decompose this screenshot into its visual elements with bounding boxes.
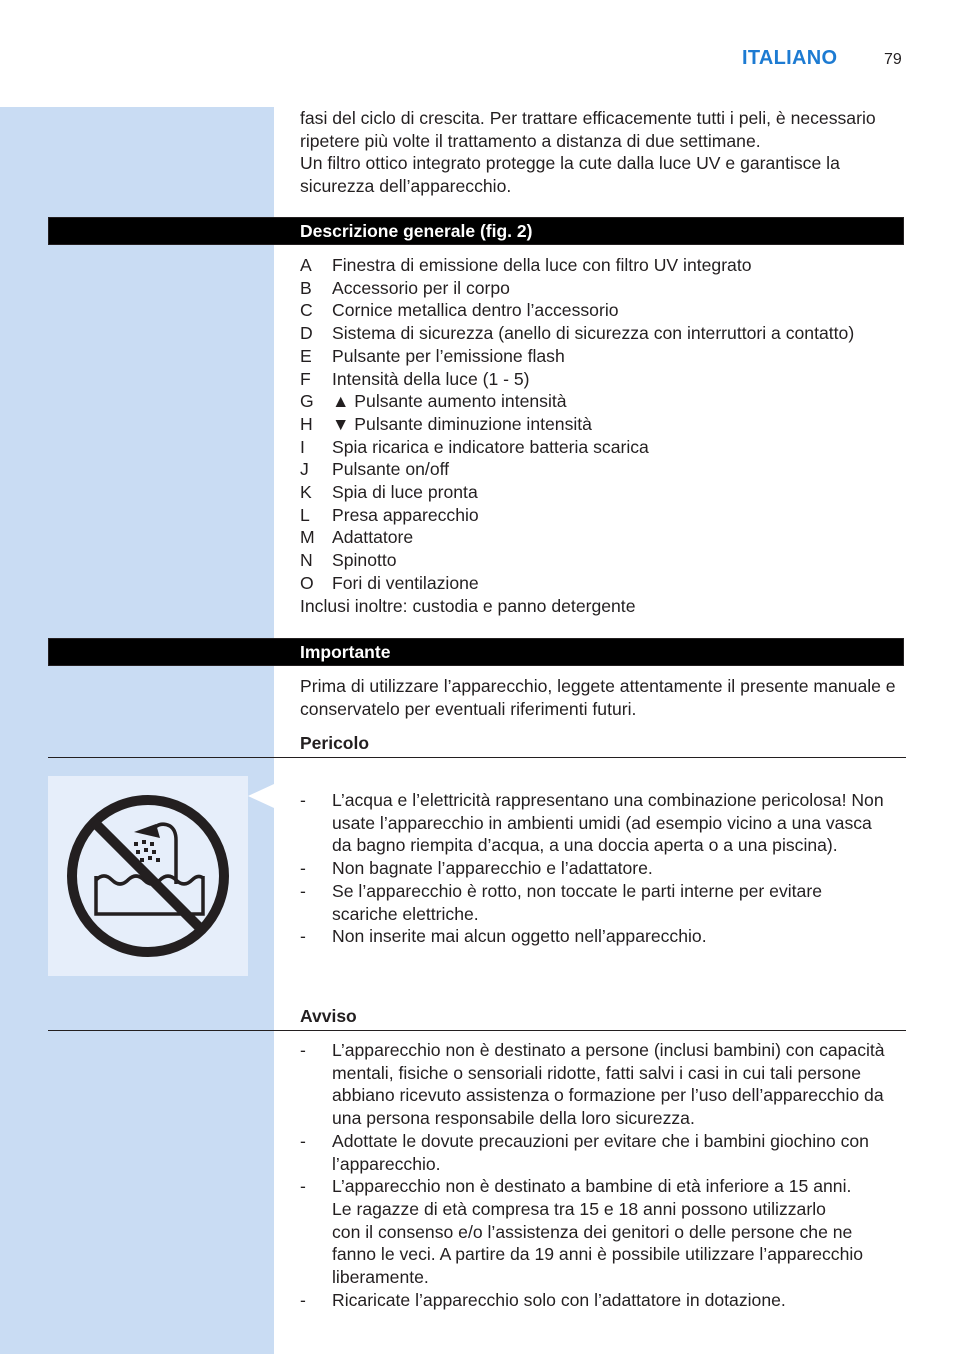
list-item (300, 481, 910, 504)
item-text: Finestra di emissione della luce con filtro UV integrato (332, 255, 752, 275)
list-item (300, 458, 910, 481)
list-item (300, 572, 910, 595)
list-item: - L’acqua e l’elettricità rappresentano una combinazione pericolosa! Non usate l’apparecchio in ambienti umidi (ad esempio vicino a una vasca da bagno riempita d’acqua, a una doccia aperta o a una piscina). (300, 790, 884, 856)
item-key: N (300, 550, 313, 571)
item-text: Adattatore (332, 527, 414, 548)
list-item: - Se l’apparecchio è rotto, non toccate le parti interne per evitare scariche elettriche. (300, 880, 822, 924)
item-key: E (300, 345, 312, 366)
included-items: Inclusi inoltre: custodia e panno detergente (300, 595, 636, 616)
item-text (332, 1175, 863, 1289)
danger-rule (48, 757, 906, 758)
item-text: Spinotto (332, 550, 397, 571)
list-item (300, 368, 910, 391)
page-number: 79 (884, 51, 902, 68)
text-line: Ricaricate l’apparecchio solo con l’adattatore in dotazione. (332, 1289, 786, 1310)
list-item (300, 526, 910, 549)
item-text: ▼ Pulsante diminuzione intensità (332, 413, 592, 434)
list-item (300, 345, 910, 368)
item-text: Pulsante per l’emissione flash (332, 345, 565, 366)
list-item (300, 504, 910, 527)
item-text (332, 857, 653, 880)
section-title: Importante (300, 642, 391, 662)
list-item (300, 390, 910, 413)
intro-line: conservatelo per eventuali riferimenti futuri. (300, 698, 637, 719)
important-intro (300, 675, 910, 720)
text-line: Se l’apparecchio è rotto, non toccate le parti interne per evitare (332, 880, 822, 901)
text-line: con il consenso e/o l’assistenza dei genitori o delle persone che ne (332, 1221, 853, 1242)
item-text: Sistema di sicurezza (anello di sicurezza con interruttori a contatto) (332, 323, 855, 344)
warning-heading: Avviso (300, 1006, 357, 1026)
item-key: F (300, 368, 311, 389)
item-key: H (300, 413, 313, 434)
text-line: Non inserite mai alcun oggetto nell’apparecchio. (332, 926, 707, 947)
text-line: scariche elettriche. (332, 903, 479, 924)
section-title: Descrizione generale (fig. 2) (300, 221, 533, 241)
item-key: D (300, 323, 313, 344)
intro-line: fasi del ciclo di crescita. Per trattare efficacemente tutti i peli, è necessario (300, 108, 876, 128)
text-line: l’apparecchio. (332, 1153, 441, 1174)
list-item (300, 299, 910, 322)
item-text (332, 1289, 786, 1312)
intro-line: Un filtro ottico integrato protegge la cute dalla luce UV e garantisce la (300, 153, 840, 174)
list-item: - Ricaricate l’apparecchio solo con l’adattatore in dotazione. (300, 1289, 786, 1310)
warning-rule (48, 1030, 906, 1031)
item-key: G (300, 391, 314, 412)
list-item (300, 254, 910, 277)
item-text: Intensità della luce (1 - 5) (332, 368, 530, 389)
item-key: A (300, 255, 312, 275)
text-line: Le ragazze di età compresa tra 15 e 18 anni possono utilizzarlo (332, 1198, 826, 1219)
item-key: L (300, 504, 310, 525)
item-key: K (300, 482, 312, 503)
list-item: - L’apparecchio non è destinato a persone (inclusi bambini) con capacità mentali, fisiche o sensoriali ridotte, fatti salvi i casi in cui tali persone abbiano ricevuto assistenza o formazione per l’uso dell’apparecchio da una persona responsabile della loro sicurezza. (300, 1040, 885, 1129)
item-text (332, 925, 707, 948)
language-label: ITALIANO (742, 47, 838, 69)
intro-line: Prima di utilizzare l’apparecchio, leggete attentamente il presente manuale e (300, 676, 896, 696)
list-item: - Non inserite mai alcun oggetto nell’apparecchio. (300, 926, 707, 947)
text-line: L’apparecchio non è destinato a persone (inclusi bambini) con capacità (332, 1040, 885, 1060)
item-text: Cornice metallica dentro l’accessorio (332, 300, 619, 321)
intro-line: sicurezza dell’apparecchio. (300, 176, 512, 197)
item-text: Spia di luce pronta (332, 482, 478, 503)
no-water-icon (48, 776, 248, 976)
text-line: una persona responsabile della loro sicurezza. (332, 1108, 695, 1129)
danger-list (300, 789, 910, 948)
item-key: I (300, 436, 305, 457)
section-bar-overview (48, 217, 904, 245)
item-key: J (300, 459, 309, 480)
item-text: Presa apparecchio (332, 504, 479, 525)
warning-list (300, 1039, 910, 1311)
item-text (332, 880, 822, 925)
text-line: usate l’apparecchio in ambienti umidi (ad esempio vicino a una vasca (332, 812, 872, 833)
list-item (300, 549, 910, 572)
pictogram-box (48, 776, 248, 976)
list-item: - Non bagnate l’apparecchio e l’adattatore. (300, 858, 653, 879)
item-key: B (300, 277, 312, 298)
item-key: C (300, 300, 313, 321)
text-line: abbiano ricevuto assistenza o formazione per l’uso dell’apparecchio da (332, 1085, 884, 1106)
item-text: Spia ricarica e indicatore batteria scarica (332, 436, 649, 457)
danger-heading: Pericolo (300, 733, 370, 753)
list-item (300, 277, 910, 300)
item-text: Accessorio per il corpo (332, 277, 510, 298)
item-text (332, 1039, 885, 1130)
text-line: da bagno riempita d’acqua, a una doccia aperta o a una piscina). (332, 835, 838, 856)
text-line: Adottate le dovute precauzioni per evitare che i bambini giochino con (332, 1130, 869, 1151)
callout-pointer (248, 784, 274, 808)
item-text (332, 789, 884, 857)
text-line: liberamente. (332, 1267, 429, 1288)
list-item (300, 436, 910, 459)
item-text: Pulsante on/off (332, 459, 450, 480)
text-line: mentali, fisiche o sensoriali ridotte, fatti salvi i casi in cui tali persone (332, 1062, 862, 1083)
sidebar-band (0, 107, 274, 1354)
item-text: ▲ Pulsante aumento intensità (332, 391, 567, 412)
item-key: O (300, 572, 314, 593)
item-text: Fori di ventilazione (332, 572, 479, 593)
list-item: - L’apparecchio non è destinato a bambine di età inferiore a 15 anni. Le ragazze di età compresa tra 15 e 18 anni possono utilizzarlo con il consenso e/o l’assistenza dei genitori o delle persone che ne fanno le veci. A partire da 19 anni è possibile utilizzare l’apparecchio liberamente. (300, 1176, 864, 1288)
text-line: fanno le veci. A partire da 19 anni è possibile utilizzare l’apparecchio (332, 1244, 864, 1265)
parts-list (300, 254, 910, 617)
section-bar-important (48, 638, 904, 666)
list-item (300, 322, 910, 345)
list-item (300, 413, 910, 436)
text-line: L’apparecchio non è destinato a bambine di età inferiore a 15 anni. (332, 1176, 852, 1197)
intro-line: ripetere più volte il trattamento a distanza di due settimane. (300, 130, 761, 151)
text-line: Non bagnate l’apparecchio e l’adattatore. (332, 858, 653, 879)
item-key: M (300, 527, 315, 548)
intro-paragraph (300, 107, 910, 198)
list-item: - Adottate le dovute precauzioni per evitare che i bambini giochino con l’apparecchio. (300, 1130, 869, 1174)
text-line: L’acqua e l’elettricità rappresentano una combinazione pericolosa! Non (332, 790, 884, 810)
item-text (332, 1130, 869, 1175)
